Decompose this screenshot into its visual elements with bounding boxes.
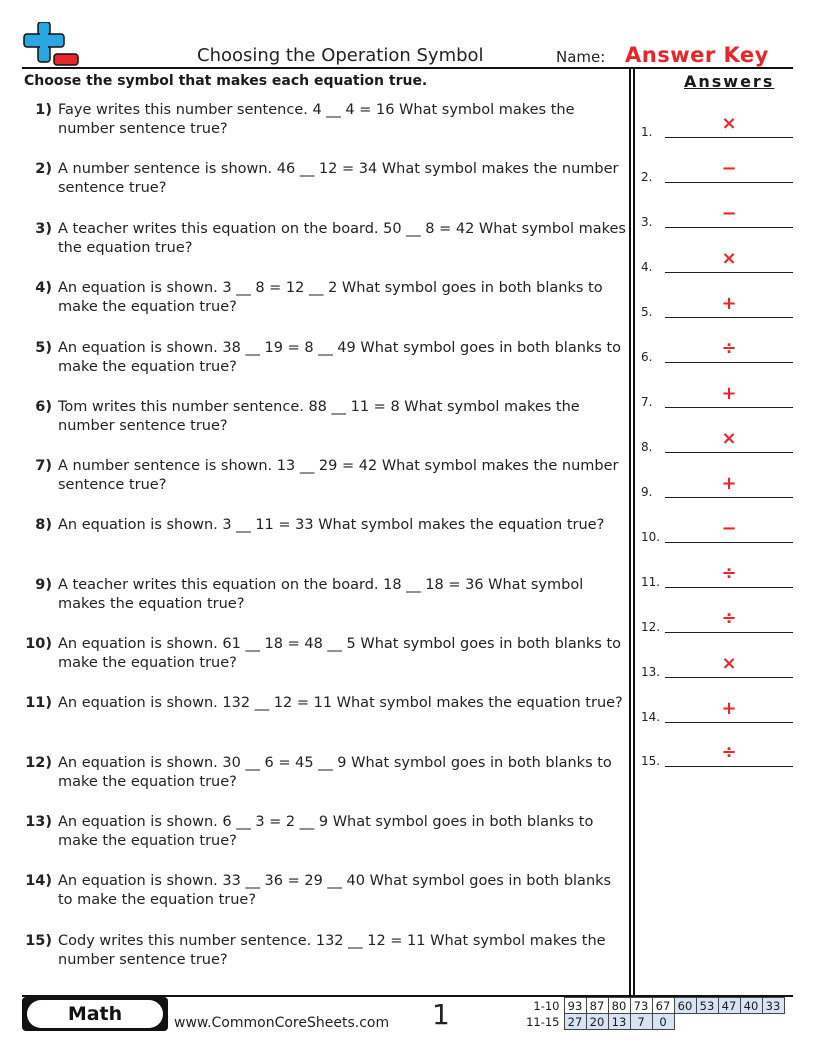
score-cell: 40: [740, 998, 762, 1014]
answer-symbol: −: [721, 203, 737, 224]
score-row-label: 11-15: [526, 1014, 560, 1029]
question-item: [24, 279, 630, 317]
answer-item: [641, 744, 793, 768]
answer-number: 15.: [641, 754, 661, 768]
question-text: An equation is shown. 33 __ 36 = 29 __ 40 What symbol goes in both blanks to make the equation true?: [58, 873, 612, 908]
answer-item: [641, 700, 793, 724]
answer-item: [641, 520, 793, 544]
answer-item: [641, 655, 793, 679]
question-number: 9): [35, 577, 52, 593]
answer-line: [665, 632, 793, 633]
question-text: A number sentence is shown. 13 __ 29 = 42 What symbol makes the number sentence true?: [58, 458, 619, 493]
score-cell: 93: [564, 998, 586, 1014]
answer-number: 1.: [641, 125, 653, 139]
question-number: 13): [25, 814, 52, 830]
question-number: 8): [35, 517, 52, 533]
question-number: 4): [35, 280, 52, 296]
answer-number: 12.: [641, 620, 661, 634]
answer-symbol: +: [721, 473, 737, 494]
question-number: 6): [35, 399, 52, 415]
question-number: 3): [35, 221, 52, 237]
question-item: [24, 576, 630, 614]
answer-symbol: +: [721, 698, 737, 719]
answer-symbol: ÷: [721, 608, 737, 629]
question-number: 10): [25, 636, 52, 652]
answer-line: [665, 497, 793, 498]
score-cell: 87: [586, 998, 608, 1014]
score-cell: 53: [696, 998, 718, 1014]
answer-line: [665, 407, 793, 408]
question-item: [24, 220, 630, 258]
score-row: [522, 1014, 784, 1030]
answer-symbol: −: [721, 158, 737, 179]
answer-symbol: +: [721, 293, 737, 314]
question-item: [24, 101, 630, 139]
score-cell: 7: [630, 1014, 652, 1030]
question-text: A teacher writes this equation on the board. 18 __ 18 = 36 What symbol makes the equation true?: [58, 577, 584, 612]
column-divider: [633, 69, 635, 995]
answer-symbol: ×: [721, 428, 737, 449]
answer-line: [665, 137, 793, 138]
score-cell: 60: [674, 998, 696, 1014]
answer-number: 9.: [641, 485, 653, 499]
answer-line: [665, 722, 793, 723]
answer-item: [641, 160, 793, 184]
page-number: 1: [432, 998, 450, 1031]
question-number: 15): [25, 933, 52, 949]
question-text: An equation is shown. 3 __ 8 = 12 __ 2 What symbol goes in both blanks to make the equation true?: [58, 280, 603, 315]
answer-line: [665, 452, 793, 453]
question-text: An equation is shown. 132 __ 12 = 11 What symbol makes the equation true?: [58, 695, 623, 711]
answer-number: 4.: [641, 260, 653, 274]
answer-item: [641, 340, 793, 364]
answer-number: 6.: [641, 350, 653, 364]
question-text: An equation is shown. 3 __ 11 = 33 What symbol makes the equation true?: [58, 517, 605, 533]
answer-item: [641, 250, 793, 274]
answer-number: 8.: [641, 440, 653, 454]
score-cell: 33: [762, 998, 784, 1014]
question-number: 2): [35, 161, 52, 177]
question-text: Tom writes this number sentence. 88 __ 11 = 8 What symbol makes the number sentence true?: [58, 399, 580, 434]
answer-key-label: Answer Key: [625, 43, 769, 67]
question-item: [24, 694, 630, 713]
question-text: An equation is shown. 6 __ 3 = 2 __ 9 What symbol goes in both blanks to make the equation true?: [58, 814, 594, 849]
answer-symbol: +: [721, 383, 737, 404]
question-number: 12): [25, 755, 52, 771]
answer-line: [665, 182, 793, 183]
score-cell: 20: [586, 1014, 608, 1030]
answer-number: 2.: [641, 170, 653, 184]
answer-line: [665, 317, 793, 318]
question-number: 7): [35, 458, 52, 474]
answer-symbol: ×: [721, 653, 737, 674]
website-link[interactable]: www.CommonCoreSheets.com: [174, 1015, 390, 1031]
answer-item: [641, 295, 793, 319]
answer-line: [665, 587, 793, 588]
answer-symbol: ÷: [721, 338, 737, 359]
answer-item: [641, 385, 793, 409]
answers-heading: Answers: [684, 72, 775, 91]
answer-item: [641, 205, 793, 229]
score-cell: 73: [630, 998, 652, 1014]
answer-line: [665, 542, 793, 543]
question-item: [24, 398, 630, 436]
answer-number: 10.: [641, 530, 661, 544]
question-text: A teacher writes this equation on the board. 50 __ 8 = 42 What symbol makes the equation true?: [58, 221, 626, 256]
answer-item: [641, 115, 793, 139]
score-cell: 13: [608, 1014, 630, 1030]
question-number: 14): [25, 873, 52, 889]
question-text: An equation is shown. 38 __ 19 = 8 __ 49 What symbol goes in both blanks to make the equation true?: [58, 340, 622, 375]
answer-line: [665, 227, 793, 228]
answer-item: [641, 610, 793, 634]
score-cell: 27: [564, 1014, 586, 1030]
question-item: [24, 813, 630, 851]
score-row-label: 1-10: [533, 998, 560, 1013]
question-item: [24, 635, 630, 673]
question-item: [24, 516, 630, 535]
score-row: [522, 998, 784, 1014]
header-divider: [22, 67, 793, 69]
answer-item: [641, 430, 793, 454]
answer-number: 7.: [641, 395, 653, 409]
instructions: Choose the symbol that makes each equation true.: [24, 73, 428, 89]
page-title: Choosing the Operation Symbol: [197, 45, 484, 66]
question-item: [24, 339, 630, 377]
question-item: [24, 754, 630, 792]
answer-line: [665, 677, 793, 678]
question-text: Cody writes this number sentence. 132 __ 12 = 11 What symbol makes the number sentence true?: [58, 933, 606, 968]
score-cell: 0: [652, 1014, 674, 1030]
answer-number: 5.: [641, 305, 653, 319]
question-number: 1): [35, 102, 52, 118]
plus-minus-logo-icon: [22, 22, 80, 68]
question-item: [24, 457, 630, 495]
answer-symbol: ÷: [721, 563, 737, 584]
answer-number: 13.: [641, 665, 661, 679]
answer-symbol: −: [721, 518, 737, 539]
score-table: [522, 997, 785, 1030]
answer-symbol: ×: [721, 113, 737, 134]
answer-number: 14.: [641, 710, 661, 724]
score-cell: 47: [718, 998, 740, 1014]
question-number: 11): [25, 695, 52, 711]
score-cell: 80: [608, 998, 630, 1014]
subject-label: Math: [27, 1000, 163, 1028]
question-item: [24, 932, 630, 970]
answer-symbol: ×: [721, 248, 737, 269]
answer-number: 3.: [641, 215, 653, 229]
question-text: A number sentence is shown. 46 __ 12 = 34 What symbol makes the number sentence true?: [58, 161, 619, 196]
answer-number: 11.: [641, 575, 661, 589]
question-item: [24, 160, 630, 198]
answer-symbol: ÷: [721, 742, 737, 763]
answer-item: [641, 565, 793, 589]
question-text: An equation is shown. 61 __ 18 = 48 __ 5 What symbol goes in both blanks to make the equation true?: [58, 636, 622, 671]
answer-line: [665, 272, 793, 273]
question-text: An equation is shown. 30 __ 6 = 45 __ 9 What symbol goes in both blanks to make the equation true?: [58, 755, 612, 790]
name-label: Name:: [556, 48, 606, 66]
answer-item: [641, 475, 793, 499]
answer-line: [665, 362, 793, 363]
question-item: [24, 872, 630, 910]
score-cell: 67: [652, 998, 674, 1014]
question-number: 5): [35, 340, 52, 356]
question-text: Faye writes this number sentence. 4 __ 4 = 16 What symbol makes the number sentence true?: [58, 102, 575, 137]
answer-line: [665, 766, 793, 767]
